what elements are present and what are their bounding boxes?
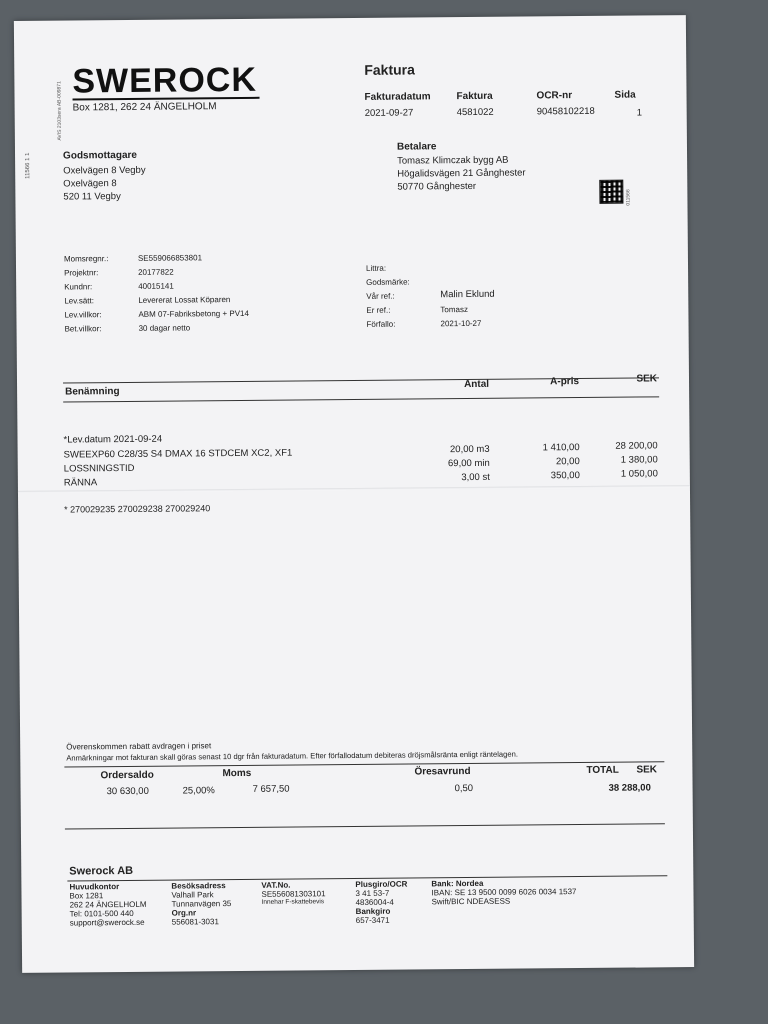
footer-company-name: Swerock AB [69,864,134,878]
detail-label: Momsregnr.: [63,254,109,264]
totals-top-rule [64,761,664,767]
oresavrund-value: 0,50 [454,782,474,795]
column-header-qty: Antal [464,378,490,391]
footer-heading: Huvudkontor [69,882,120,892]
row-amount: 1 380,00 [620,454,658,466]
footer-column-visiting-address [171,881,231,927]
detail-label: Förfallo: [366,319,396,329]
totals-bottom-rule [65,823,665,829]
footer-line: Innehar F-skattebevis [261,898,325,906]
paper-fold [18,485,690,493]
header-value-page: 1 [636,107,643,119]
footer-line: 556081-3031 [171,917,219,927]
reference-line: * 270029235 270029238 270029240 [64,503,211,515]
moms-rate: 25,00% [182,785,215,797]
footer-heading: Bankgiro [355,906,391,917]
consignee-label: Godsmottagare [62,149,137,162]
row-description: SWEEXP60 C28/35 S4 DMAX 16 STDCEM XC2, XF1 [63,447,293,461]
detail-value: SE559066853801 [137,253,203,263]
column-header-description: Benämning [65,386,120,398]
row-price: 20,00 [555,456,580,468]
footer-heading: Besöksadress [171,881,226,891]
vertical-form-code: AVIS 2103sera AB-009871 [56,81,63,141]
qr-code-text: 011566 [625,189,632,206]
footer-line: 3 41 53-7 [355,888,390,899]
footer-line: IBAN: SE 13 9500 0099 6026 0034 1537 [431,887,577,898]
footer-heading: VAT.No. [261,880,291,890]
detail-label: Projektnr: [64,268,99,278]
ordersaldo-value: 30 630,00 [106,785,149,798]
detail-label: Lev.villkor: [64,310,102,320]
footer-column-vat [261,880,325,906]
detail-label: Godsmärke: [366,277,410,287]
footer-line: support@swerock.se [69,917,145,928]
footer-line: Swift/BIC NDEASESS [431,896,511,907]
detail-value: 20177822 [138,267,174,277]
row-qty: 69,00 min [447,457,490,470]
payer-line: Högalidsvägen 21 Gånghester [397,167,526,180]
footer-line: 657-3471 [355,915,390,926]
consignee-line: 520 11 Vegby [63,191,121,203]
detail-label: Littra: [365,263,387,273]
row-amount: 1 050,00 [620,468,658,480]
total-value: 38 288,00 [608,782,651,794]
row-amount: 28 200,00 [615,440,658,452]
footer-heading: Bank: Nordea [431,878,484,889]
footer-line: 4836004-4 [355,897,394,908]
header-label-ocr: OCR-nr [536,90,573,102]
payer-line: Tomasz Klimczak bygg AB [397,154,509,167]
invoice-paper [14,15,694,973]
row-price: 350,00 [550,470,580,482]
row-description: LOSSNINGSTID [63,462,135,475]
footer-heading: Org.nr [171,908,197,918]
payer-label: Betalare [396,141,437,153]
row-qty: 20,00 m3 [449,443,490,456]
note-remarks: Anmärkningar mot fakturan skall göras senast 10 dgr från fakturadatum. Efter förfallodatum debiteras dröjsmålsränta enligt räntelagen. [66,749,518,763]
currency-label: SEK [636,764,658,776]
document-title: Faktura [364,61,415,78]
column-header-amount: SEK [636,373,658,385]
moms-value: 7 657,50 [252,783,290,795]
footer-line: 262 24 ÄNGELHOLM [69,899,147,910]
detail-label: Vår ref.: [366,291,395,301]
footer-line: SE556081303101 [261,889,326,899]
payer-line: 50770 Gånghester [397,180,477,193]
header-label-page: Sida [614,89,636,101]
row-qty: 3,00 st [461,471,490,484]
footer-line: Tunnanvägen 35 [171,899,232,909]
detail-value: 40015141 [138,281,174,291]
detail-label: Lev.sätt: [64,296,94,306]
delivery-date-line: *Lev.datum 2021-09-24 [63,433,163,446]
ordersaldo-label: Ordersaldo [100,769,154,782]
note-discount: Överenskommen rabatt avdragen i priset [66,741,212,752]
detail-value: ABM 07-Fabriksbetong + PV14 [138,308,249,319]
footer-line: Box 1281 [69,891,104,901]
detail-value: 30 dagar netto [138,323,191,333]
footer-line: Valhall Park [171,890,214,900]
table-header-rule [63,396,659,402]
header-label-invoice-date: Fakturadatum [364,91,431,103]
consignee-line: Oxelvägen 8 [63,178,117,190]
footer-heading: Plusgiro/OCR [355,879,408,890]
header-value-invoice-number: 4581022 [456,106,494,119]
detail-label: Kundnr: [64,282,93,292]
moms-label: Moms [222,767,252,780]
detail-value: Tomasz [440,304,468,315]
header-value-invoice-date: 2021-09-27 [364,107,414,119]
detail-value: Levererat Lossat Köparen [138,295,231,305]
header-value-ocr: 90458102218 [536,105,595,118]
row-description: RÄNNA [63,477,98,489]
oresavrund-label: Öresavrund [414,765,471,778]
company-logo: SWEROCK [72,60,258,101]
detail-value: 2021-10-27 [440,318,482,329]
total-label: TOTAL [586,764,619,776]
row-price: 1 410,00 [542,442,580,454]
consignee-line: Oxelvägen 8 Vegby [63,164,146,177]
detail-label: Er ref.: [366,305,391,315]
vertical-page-code: 11566 1 1 [25,152,32,179]
detail-value: Malin Eklund [440,288,495,301]
company-address: Box 1281, 262 24 ÄNGELHOLM [72,101,217,114]
qr-code-icon [599,180,623,204]
header-label-invoice-number: Faktura [456,90,493,103]
footer-line: Tel: 0101-500 440 [69,908,134,919]
footer-column-bank [431,878,576,906]
footer-column-head-office [69,882,146,928]
footer-column-plusgiro [355,880,407,925]
detail-label: Bet.villkor: [64,324,102,334]
column-header-price: A-pris [550,376,580,388]
